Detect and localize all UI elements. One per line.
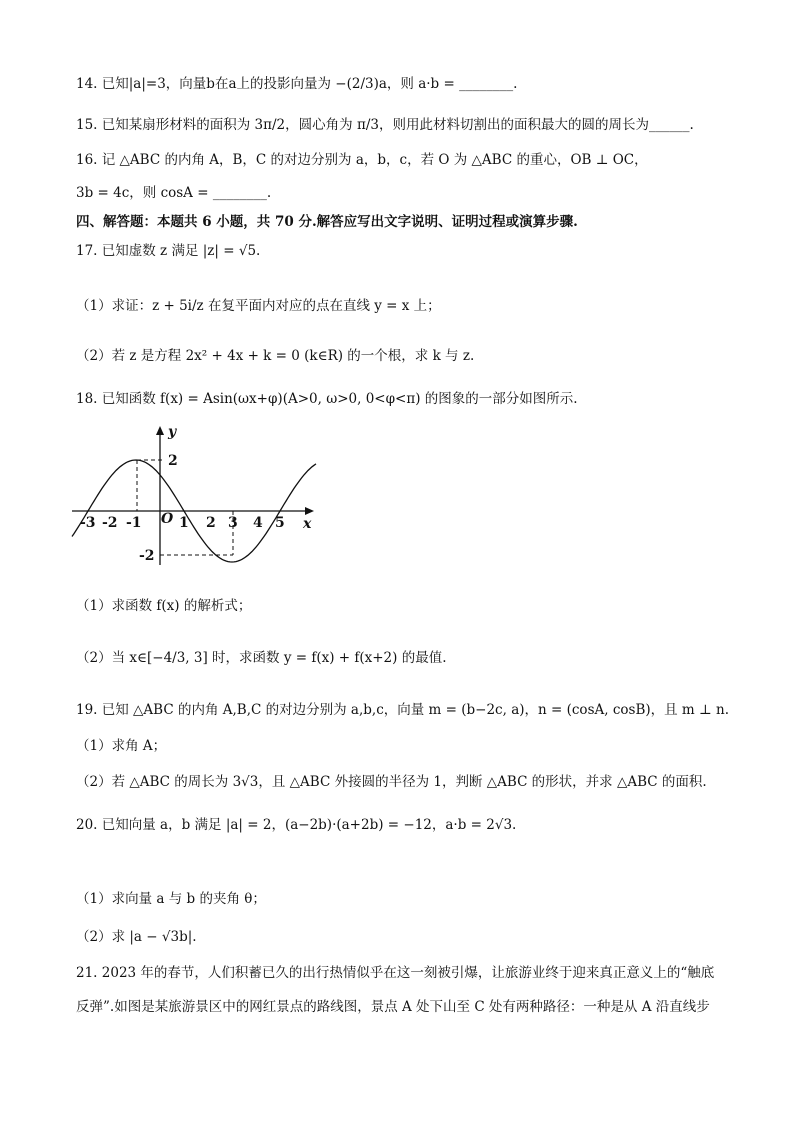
y-tick-neg2: -2: [139, 548, 155, 564]
section-heading: 四、解答题：本题共 6 小题，共 70 分.解答应写出文字说明、证明过程或演算步骤.: [76, 214, 578, 230]
y-axis-label: y: [168, 424, 177, 440]
question-20-part1: （1）求向量 a 与 b 的夹角 θ；: [76, 891, 266, 907]
question-18-part2: （2）当 x∈[−4/3, 3] 时，求函数 y = f(x) + f(x+2) 的最值.: [76, 650, 447, 666]
question-16-line2: 3b = 4c，则 cosA = ________.: [76, 185, 272, 201]
x-tick-1: 1: [179, 515, 189, 531]
question-17-part2: （2）若 z 是方程 2x² + 4x + k = 0 (k∈R) 的一个根，求 k 与 z.: [76, 348, 475, 364]
question-18-part1: （1）求函数 f(x) 的解析式；: [76, 598, 252, 614]
question-15: 15. 已知某扇形材料的面积为 3π/2，圆心角为 π/3，则用此材料切割出的面积最大的圆的周长为______.: [76, 117, 694, 133]
question-20: 20. 已知向量 a，b 满足 |a| = 2，(a−2b)·(a+2b) = −12，a·b = 2√3.: [76, 817, 517, 833]
x-tick-neg3: -3: [80, 515, 96, 531]
x-axis-arrow-icon: [305, 507, 314, 515]
question-19-part2: （2）若 △ABC 的周长为 3√3，且 △ABC 外接圆的半径为 1，判断 △ABC 的形状，并求 △ABC 的面积.: [76, 774, 707, 790]
question-14: 14. 已知|a|=3，向量b在a上的投影向量为 −(2/3)a，则 a·b = ________.: [76, 76, 518, 92]
question-17: 17. 已知虚数 z 满足 |z| = √5.: [76, 243, 261, 259]
question-20-part2: （2）求 |a − √3b|.: [76, 929, 197, 945]
x-tick-neg1: -1: [126, 515, 142, 531]
x-tick-5: 5: [275, 515, 285, 531]
question-21-line1: 21. 2023 年的春节，人们积蓄已久的出行热情似乎在这一刻被引爆，让旅游业终于迎来真正意义上的“触底: [76, 965, 715, 981]
x-axis-label: x: [303, 516, 312, 532]
sine-graph: [64, 420, 324, 568]
y-tick-2: 2: [168, 453, 178, 469]
origin-label: O: [161, 511, 174, 527]
question-18: 18. 已知函数 f(x) = Asin(ωx+φ)(A>0, ω>0, 0<φ<π) 的图象的一部分如图所示.: [76, 391, 578, 407]
question-17-part1: （1）求证：z + 5i/z 在复平面内对应的点在直线 y = x 上；: [76, 298, 441, 314]
x-tick-neg2: -2: [102, 515, 118, 531]
x-tick-2: 2: [206, 515, 216, 531]
question-16-line1: 16. 记 △ABC 的内角 A，B，C 的对边分别为 a，b，c，若 O 为 △ABC 的重心，OB ⊥ OC，: [76, 152, 648, 168]
x-tick-3: 3: [228, 515, 238, 531]
y-axis-arrow-icon: [156, 426, 164, 435]
question-19: 19. 已知 △ABC 的内角 A,B,C 的对边分别为 a,b,c，向量 m = (b−2c, a)，n = (cosA, cosB)，且 m ⊥ n.: [76, 702, 729, 718]
x-tick-4: 4: [253, 515, 263, 531]
question-19-part1: （1）求角 A；: [76, 738, 167, 754]
question-21-line2: 反弹”.如图是某旅游景区中的网红景点的路线图，景点 A 处下山至 C 处有两种路径：一种是从 A 沿直线步: [76, 999, 710, 1015]
